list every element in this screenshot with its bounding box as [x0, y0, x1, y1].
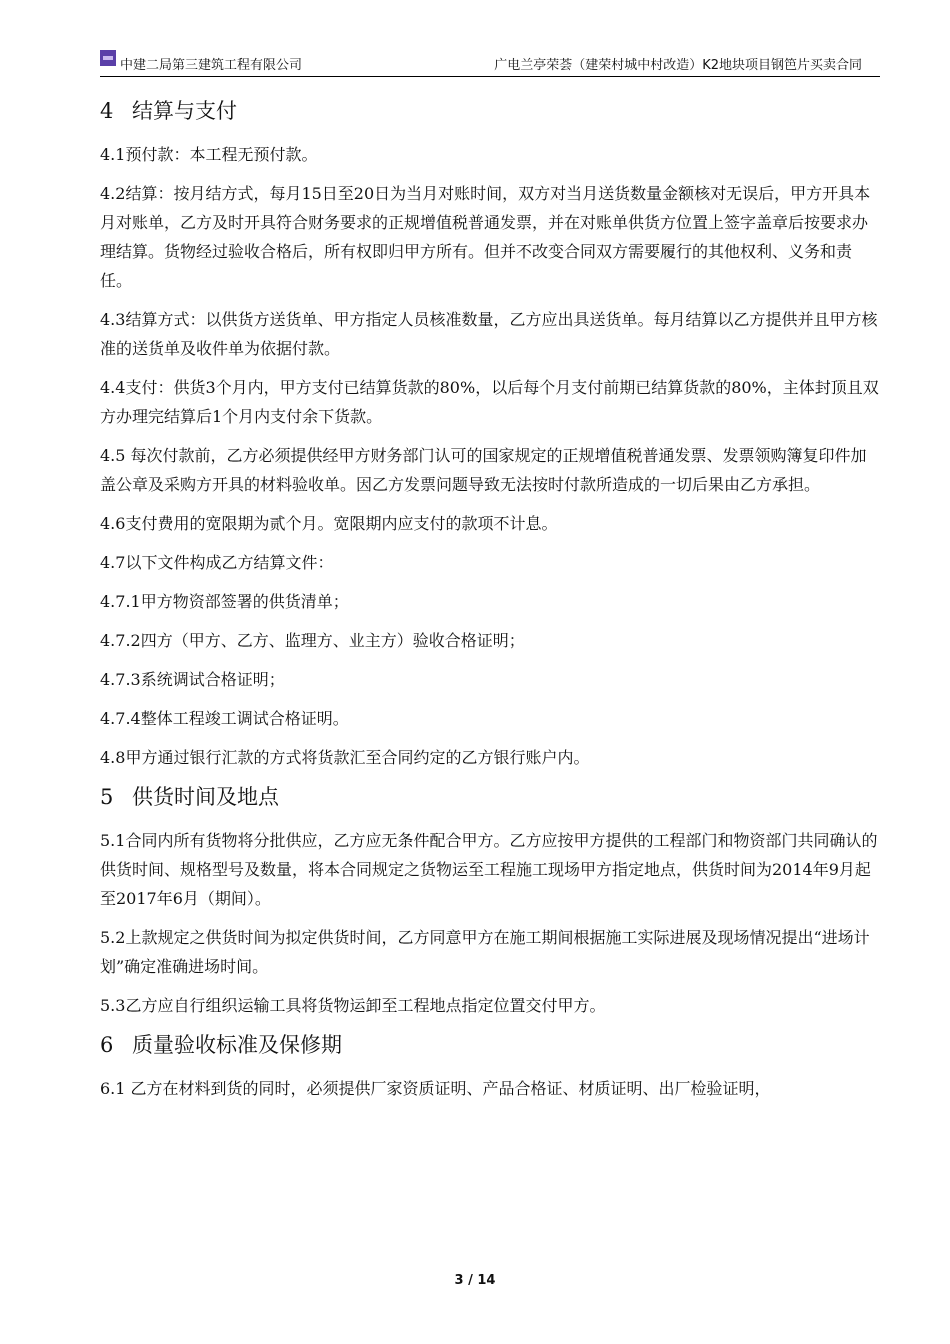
- section-heading: [100, 96, 880, 126]
- paragraph-4-2: 4.2结算：按月结方式，每月15日至20日为当月对账时间，双方对当月送货数量金额核对无误后，甲方开具本月对账单，乙方及时开具符合财务要求的正规增值税普通发票，并在对账单供货方位置上签字盖章后按要求办理结算。货物经过验收合格后，所有权即归甲方所有。但并不改变合同双方需要履行的其他权利、义务和责任。: [100, 184, 871, 290]
- page-number: 3 / 14: [454, 1273, 496, 1288]
- section-heading: [100, 782, 880, 812]
- paragraph-5-1: 5.1合同内所有货物将分批供应，乙方应无条件配合甲方。乙方应按甲方提供的工程部门和物资部门共同确认的供货时间、规格型号及数量，将本合同规定之货物运至工程施工现场甲方指定地点，供货时间为2014年9月起至2017年6月（期间）。: [100, 831, 878, 908]
- section-5: [100, 782, 880, 1020]
- section-title: 供货时间及地点: [132, 785, 279, 809]
- section-title: 质量验收标准及保修期: [132, 1033, 342, 1057]
- paragraph-4-6: 4.6支付费用的宽限期为贰个月。宽限期内应支付的款项不计息。: [100, 514, 558, 533]
- paragraph-4-7-1: 4.7.1甲方物资部签署的供货清单；: [100, 592, 349, 611]
- section-number: 6: [100, 1033, 114, 1057]
- header-contract-title: 广电兰亭荣荟（建荣村城中村改造）K2地块项目钢笆片买卖合同: [494, 58, 862, 73]
- page-header: [100, 50, 880, 77]
- paragraph-5-2: 5.2上款规定之供货时间为拟定供货时间，乙方同意甲方在施工期间根据施工实际进展及现场情况提出“进场计划”确定准确进场时间。: [100, 928, 870, 976]
- document-body: [100, 96, 880, 1113]
- paragraph-4-8: 4.8甲方通过银行汇款的方式将货款汇至合同约定的乙方银行账户内。: [100, 748, 590, 767]
- section-4: [100, 96, 880, 772]
- paragraph-4-3: 4.3结算方式：以供货方送货单、甲方指定人员核准数量，乙方应出具送货单。每月结算以乙方提供并且甲方核准的送货单及收件单为依据付款。: [100, 310, 878, 358]
- company-logo-icon: [100, 50, 116, 66]
- section-number: 5: [100, 785, 114, 809]
- section-title: 结算与支付: [132, 99, 237, 123]
- paragraph-4-7-4: 4.7.4整体工程竣工调试合格证明。: [100, 709, 349, 728]
- paragraph-4-7-2: 4.7.2四方（甲方、乙方、监理方、业主方）验收合格证明；: [100, 631, 525, 650]
- header-company-name: 中建二局第三建筑工程有限公司: [120, 58, 303, 73]
- paragraph-4-7-3: 4.7.3系统调试合格证明；: [100, 670, 285, 689]
- section-6: [100, 1030, 880, 1103]
- paragraph-4-7: 4.7以下文件构成乙方结算文件：: [100, 553, 334, 572]
- paragraph-4-5: 4.5 每次付款前，乙方必须提供经甲方财务部门认可的国家规定的正规增值税普通发票、发票领购簿复印件加盖公章及采购方开具的材料验收单。因乙方发票问题导致无法按时付款所造成的一切后果由乙方承担。: [100, 446, 867, 494]
- section-heading: [100, 1030, 880, 1060]
- paragraph-6-1: 6.1 乙方在材料到货的同时，必须提供厂家资质证明、产品合格证、材质证明、出厂检验证明，: [100, 1079, 771, 1098]
- paragraph-4-1: 4.1预付款：本工程无预付款。: [100, 145, 318, 164]
- paragraph-5-3: 5.3乙方应自行组织运输工具将货物运卸至工程地点指定位置交付甲方。: [100, 996, 606, 1015]
- section-number: 4: [100, 99, 114, 123]
- paragraph-4-4: 4.4支付：供货3个月内，甲方支付已结算货款的80%，以后每个月支付前期已结算货款的80%，主体封顶且双方办理完结算后1个月内支付余下货款。: [100, 378, 879, 426]
